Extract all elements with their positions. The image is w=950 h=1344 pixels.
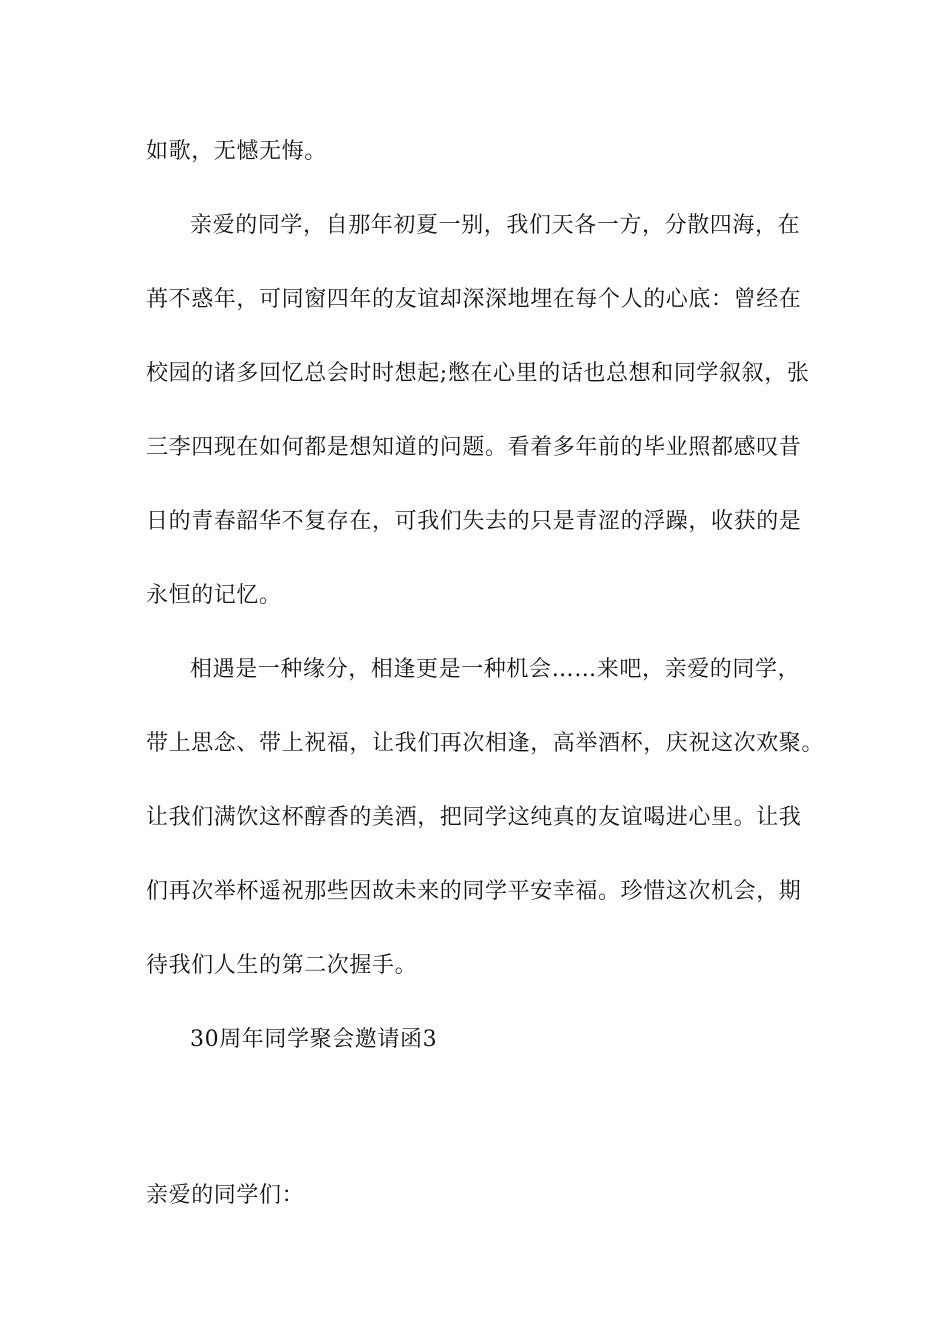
paragraph-line: 日的青春韶华不复存在，可我们失去的只是青涩的浮躁，收获的是 — [146, 509, 802, 534]
paragraph-line: 永恒的记忆。 — [146, 583, 282, 608]
salutation: 亲爱的同学们： — [146, 1183, 305, 1208]
paragraph-line: 三李四现在如何都是想知道的问题。看着多年前的毕业照都感叹昔 — [146, 435, 802, 460]
paragraph-line: 苒不惑年，可同窗四年的友谊却深深地埋在每个人的心底：曾经在 — [146, 287, 802, 312]
paragraph-line: 相遇是一种缘分，相逢更是一种机会……来吧，亲爱的同学， — [190, 657, 801, 682]
paragraph-line: 待我们人生的第二次握手。 — [146, 953, 418, 978]
paragraph-line: 让我们满饮这杯醇香的美酒，把同学这纯真的友谊喝进心里。让我 — [146, 805, 802, 830]
paragraph-line: 亲爱的同学，自那年初夏一别，我们天各一方，分散四海，在 — [190, 213, 801, 238]
paragraph-line: 如歌，无憾无悔。 — [146, 139, 327, 164]
paragraph-line: 带上思念、带上祝福，让我们再次相逢，高举酒杯，庆祝这次欢聚。 — [146, 731, 825, 756]
paragraph-line: 校园的诸多回忆总会时时想起;憋在心里的话也总想和同学叙叙，张 — [146, 361, 810, 386]
section-heading: 30周年同学聚会邀请函3 — [190, 1027, 438, 1052]
paragraph-line: 们再次举杯遥祝那些因故未来的同学平安幸福。珍惜这次机会，期 — [146, 879, 802, 904]
